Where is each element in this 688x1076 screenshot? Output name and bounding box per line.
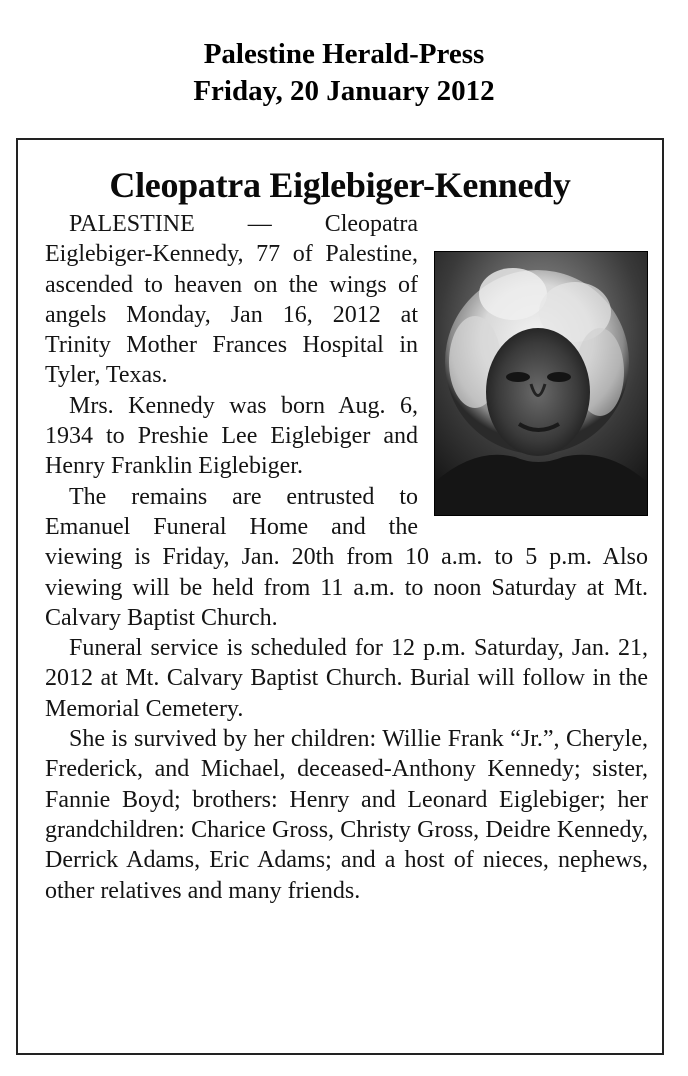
- obituary-paragraph: Mrs. Kennedy was born Aug. 6, 1934 to Preshie Lee Eiglebiger and Henry Franklin Eiglebiger.: [45, 392, 418, 480]
- publication-date: Friday, 20 January 2012: [193, 75, 495, 107]
- obituary-paragraph: She is survived by her children: Willie Frank “Jr.”, Cheryle, Frederick, and Michael, deceased-Anthony Kennedy; sister, Fannie Boyd; brothers: Henry and Leonard Eiglebiger; her grandchildren: Charice Gross, Christy Gross, Deidre Kennedy, Derrick Adams, Eric Adams; and a host of nieces, nephews, other relatives and many friends.: [45, 726, 648, 904]
- obituary-clipping: [16, 138, 664, 1055]
- obituary-body: [45, 209, 648, 906]
- portrait-image: [435, 252, 647, 515]
- obituary-paragraph: Funeral service is scheduled for 12 p.m. Saturday, Jan. 21, 2012 at Mt. Calvary Baptist Church. Burial will follow in the Memorial Cemetery.: [45, 635, 648, 722]
- obituary-paragraph: The remains are entrusted to Emanuel Funeral Home and the viewing is Friday, Jan. 20th from 10 a.m. to 5 p.m. Also viewing will be held from 11 a.m. to noon Saturday at Mt. Calvary Baptist Church.: [45, 483, 648, 631]
- obituary-headline: Cleopatra Eiglebiger-Kennedy: [109, 165, 571, 205]
- portrait-photo: [434, 251, 648, 516]
- newspaper-name: Palestine Herald-Press: [203, 38, 485, 70]
- masthead: [0, 36, 688, 110]
- obituary-paragraph: PALESTINE — Cleopatra Eiglebiger-Kennedy, 77 of Palestine, ascended to heaven on the wings of angels Monday, Jan 16, 2012 at Trinity Mother Frances Hospital in Tyler, Texas.: [45, 211, 418, 389]
